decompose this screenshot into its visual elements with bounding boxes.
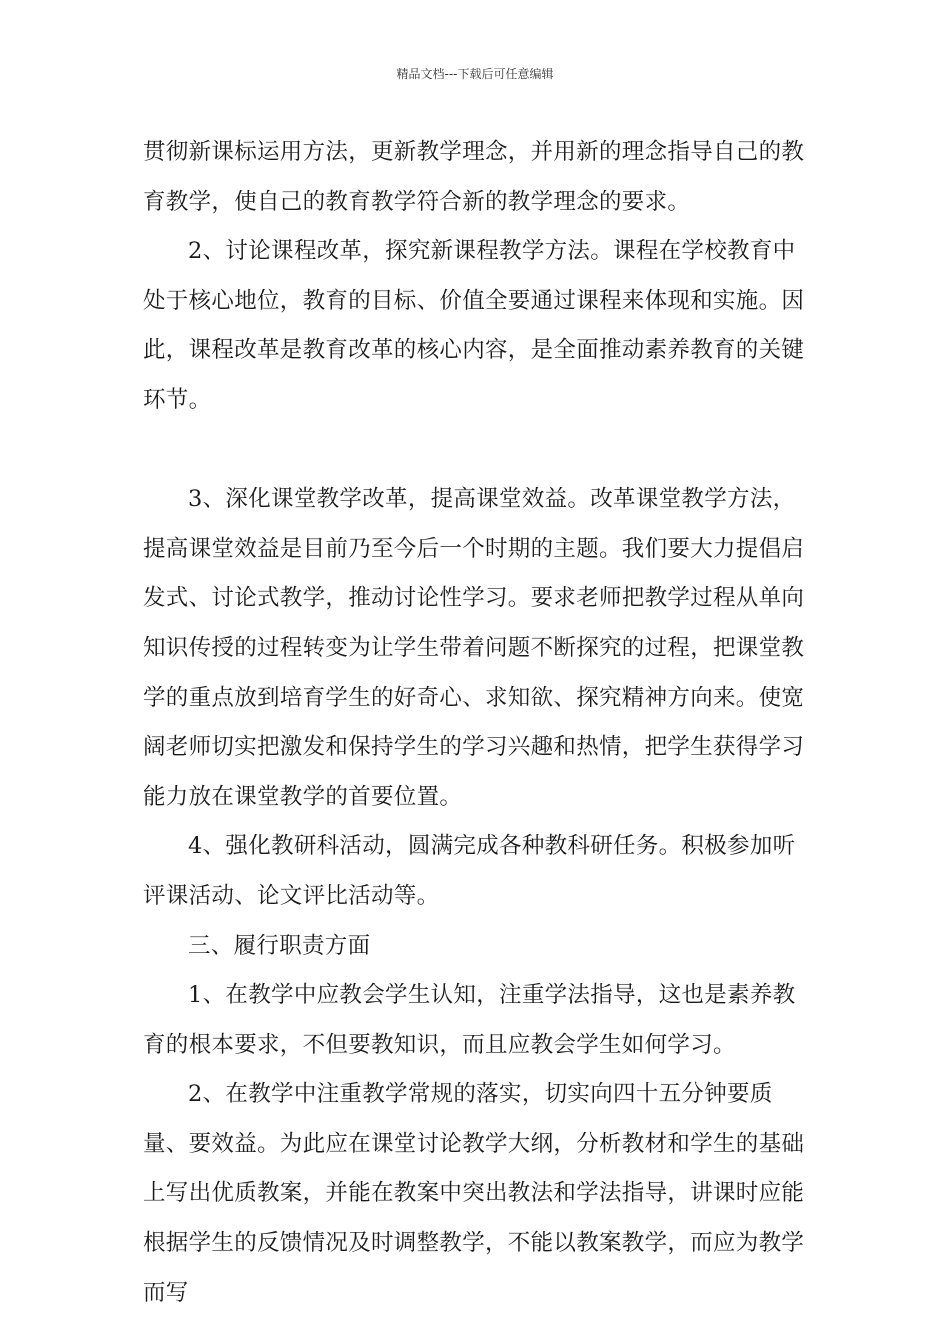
paragraph-duty-1: 1、在教学中应教会学生认知，注重学法指导，这也是素养教育的根本要求，不但要教知识，而且应教会学生如何学习。 [143, 982, 796, 1058]
document-body [143, 128, 815, 1318]
paragraph-spacer [143, 426, 815, 476]
paragraph-item-4-research-activities: 4、强化教研科活动，圆满完成各种教科研任务。积极参加听评课活动、论文评比活动等。 [143, 833, 796, 909]
paragraph-item-2-curriculum-reform: 2、讨论课程改革，探究新课程教学方法。课程在学校教育中处于核心地位，教育的目标、价值全要通过课程来体现和实施。因此，课程改革是教育改革的核心内容，是全面推动素养教育的关键环节。 [143, 238, 805, 413]
page-header: 精品文档---下载后可任意编辑 [396, 67, 554, 81]
paragraph-item-3-classroom-reform: 3、深化课堂教学改革，提高课堂效益。改革课堂教学方法，提高课堂效益是目前乃至今后一个时期的主题。我们要大力提倡启发式、讨论式教学，推动讨论性学习。要求老师把教学过程从单向知识传授的过程转变为让学生带着问题不断探究的过程，把课堂教学的重点放到培育学生的好奇心、求知欲、探究精神方向来。使宽阔老师切实把激发和保持学生的学习兴趣和热情，把学生获得学习能力放在课堂教学的首要位置。 [143, 486, 805, 810]
paragraph-duty-2: 2、在教学中注重教学常规的落实，切实向四十五分钟要质量、要效益。为此应在课堂讨论教学大纲，分析教材和学生的基础上写出优质教案，并能在教案中突出教法和学法指导，讲课时应能根据学生的反馈情况及时调整教学，不能以教案教学，而应为教学而写 [143, 1081, 805, 1306]
section-heading-duties: 三、履行职责方面 [188, 932, 371, 959]
paragraph-continuation: 贯彻新课标运用方法，更新教学理念，并用新的理念指导自己的教育教学，使自己的教育教学符合新的教学理念的要求。 [143, 139, 805, 215]
